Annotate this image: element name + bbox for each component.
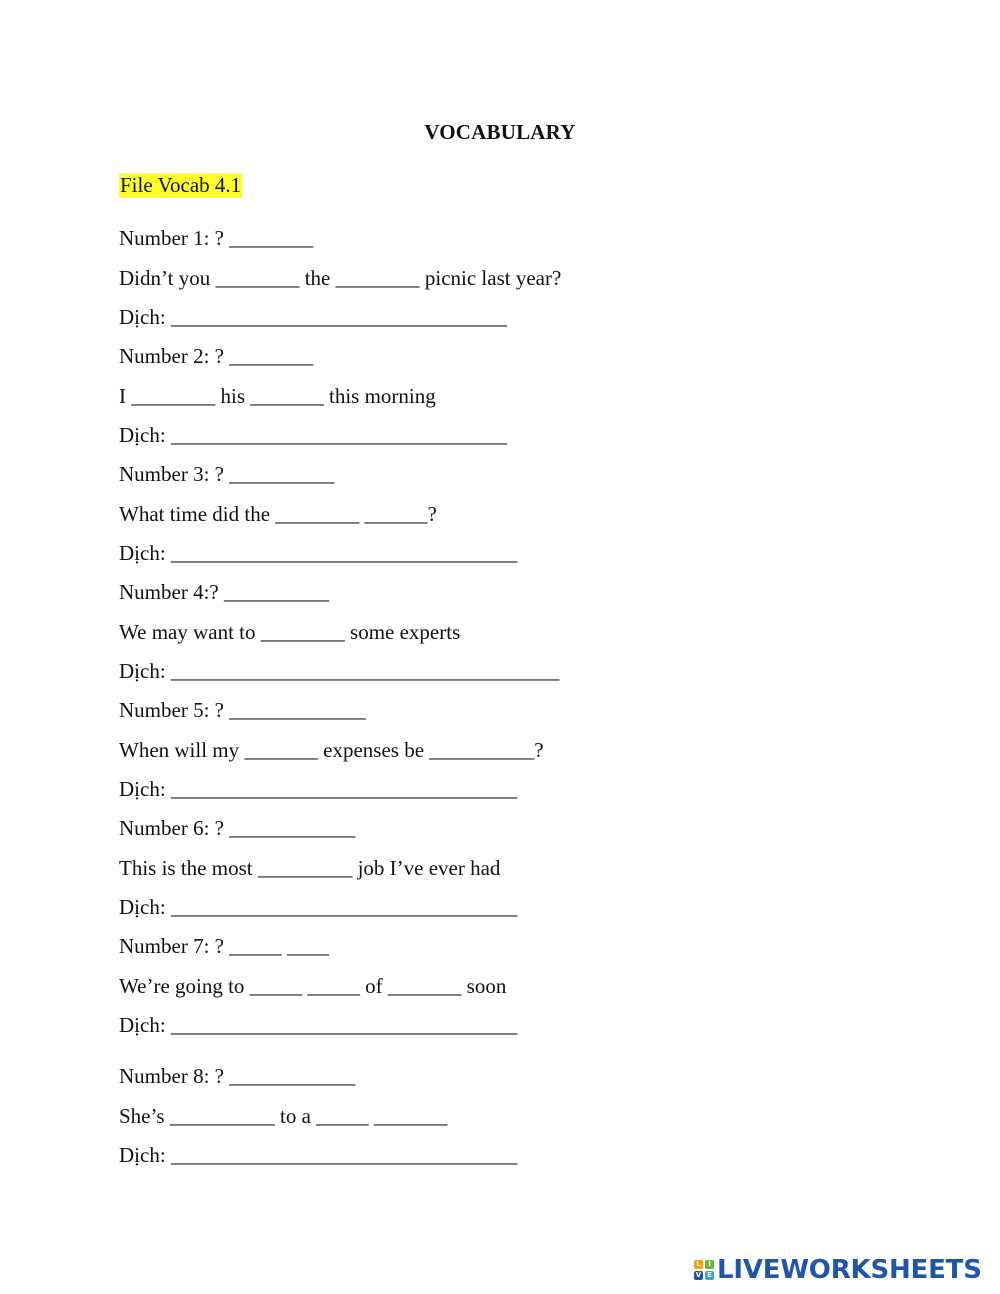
question-line-1: Number 1: ? ________ xyxy=(119,226,314,250)
question-line-2: Number 2: ? ________ xyxy=(119,344,314,368)
sentence-line-7: We’re going to _____ _____ of _______ soon xyxy=(119,974,507,998)
sentence-line-2: I ________ his _______ this morning xyxy=(119,384,436,408)
translation-line-2: Dịch: ________________________________ xyxy=(119,423,507,447)
file-tag: File Vocab 4.1 xyxy=(120,173,242,197)
logo-mark-cell-v: V xyxy=(695,1271,702,1279)
translation-line-7: Dịch: _________________________________ xyxy=(119,1013,518,1037)
sentence-line-6: This is the most _________ job I’ve ever had xyxy=(119,856,501,880)
logo-mark-cell-l: L xyxy=(694,1260,703,1269)
sentence-line-8: She’s __________ to a _____ _______ xyxy=(119,1104,448,1128)
translation-line-6: Dịch: _________________________________ xyxy=(119,895,518,919)
sentence-line-5: When will my _______ expenses be __________? xyxy=(119,738,544,762)
logo-mark-cell-i: I xyxy=(705,1260,714,1269)
liveworksheets-logo-icon xyxy=(694,1260,714,1280)
question-line-4: Number 4:? __________ xyxy=(119,580,329,604)
liveworksheets-logo xyxy=(694,1255,982,1285)
logo-text: LIVEWORKSHEETS xyxy=(717,1255,982,1285)
sentence-line-3: What time did the ________ ______? xyxy=(119,502,437,526)
translation-line-3: Dịch: _________________________________ xyxy=(119,541,518,565)
translation-line-1: Dịch: ________________________________ xyxy=(119,305,507,329)
question-line-6: Number 6: ? ____________ xyxy=(119,816,356,840)
translation-line-4: Dịch: _____________________________________ xyxy=(119,659,560,683)
translation-line-8: Dịch: _________________________________ xyxy=(119,1143,518,1167)
question-line-3: Number 3: ? __________ xyxy=(119,462,335,486)
translation-line-5: Dịch: _________________________________ xyxy=(119,777,518,801)
logo-mark-cell-e: E xyxy=(705,1271,714,1280)
question-line-7: Number 7: ? _____ ____ xyxy=(119,934,329,958)
question-line-8: Number 8: ? ____________ xyxy=(119,1064,356,1088)
sentence-line-4: We may want to ________ some experts xyxy=(119,620,461,644)
question-line-5: Number 5: ? _____________ xyxy=(119,698,366,722)
page-title: VOCABULARY xyxy=(424,120,576,144)
sentence-line-1: Didn’t you ________ the ________ picnic last year? xyxy=(119,266,562,290)
